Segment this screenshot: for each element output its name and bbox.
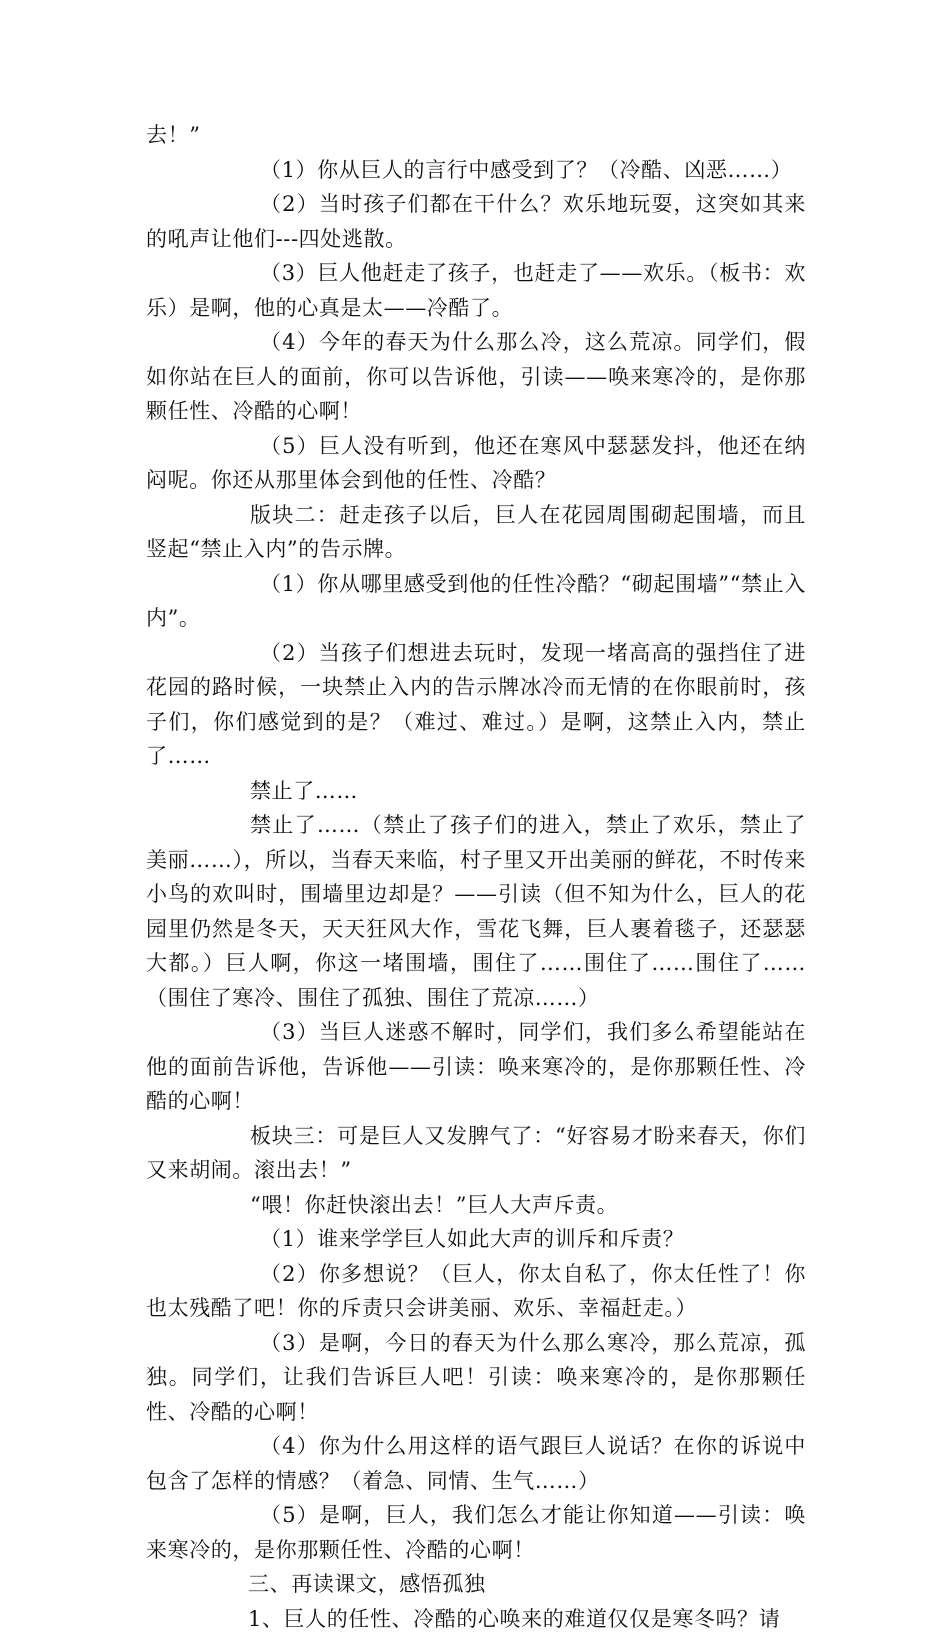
section-heading: 三、再读课文，感悟孤独 (146, 1567, 806, 1602)
paragraph: 禁止了…… (146, 774, 806, 809)
paragraph: （3）巨人他赶走了孩子，也赶走了——欢乐。（板书：欢乐）是啊，他的心真是太——冷酷了。 (146, 256, 806, 325)
document-body (146, 118, 806, 1636)
section-heading: 板块三：可是巨人又发脾气了：“好容易才盼来春天，你们又来胡闹。滚出去！” (146, 1119, 806, 1188)
paragraph: “喂！你赶快滚出去！”巨人大声斥责。 (146, 1188, 806, 1223)
paragraph: （1）谁来学学巨人如此大声的训斥和斥责？ (146, 1222, 806, 1257)
paragraph: 去！” (146, 118, 806, 153)
paragraph: （5）巨人没有听到，他还在寒风中瑟瑟发抖，他还在纳闷呢。你还从那里体会到他的任性、冷酷？ (146, 429, 806, 498)
paragraph: （1）你从巨人的言行中感受到了？（冷酷、凶恶……） (146, 153, 806, 188)
paragraph: （2）当孩子们想进去玩时，发现一堵高高的强挡住了进花园的路时候，一块禁止入内的告示牌冰冷而无情的在你眼前时，孩子们，你们感觉到的是？（难过、难过。）是啊，这禁止入内，禁止了…… (146, 636, 806, 774)
paragraph: （2）你多想说？（巨人，你太自私了，你太任性了！你也太残酷了吧！你的斥责只会讲美丽、欢乐、幸福赶走。） (146, 1257, 806, 1326)
paragraph: （3）是啊，今日的春天为什么那么寒冷，那么荒凉，孤独。同学们，让我们告诉巨人吧！引读：唤来寒冷的，是你那颗任性、冷酷的心啊！ (146, 1326, 806, 1430)
paragraph: 1、巨人的任性、冷酷的心唤来的难道仅仅是寒冬吗？请 (146, 1602, 806, 1636)
paragraph: （1）你从哪里感受到他的任性冷酷？“砌起围墙”“禁止入内”。 (146, 567, 806, 636)
paragraph: （4）你为什么用这样的语气跟巨人说话？在你的诉说中包含了怎样的情感？（着急、同情、生气……） (146, 1429, 806, 1498)
paragraph: （4）今年的春天为什么那么冷，这么荒凉。同学们，假如你站在巨人的面前，你可以告诉他，引读——唤来寒冷的，是你那颗任性、冷酷的心啊！ (146, 325, 806, 429)
paragraph: （5）是啊，巨人，我们怎么才能让你知道——引读：唤来寒冷的，是你那颗任性、冷酷的心啊！ (146, 1498, 806, 1567)
paragraph: （2）当时孩子们都在干什么？欢乐地玩耍，这突如其来的吼声让他们---四处逃散。 (146, 187, 806, 256)
paragraph: （3）当巨人迷惑不解时，同学们，我们多么希望能站在他的面前告诉他，告诉他——引读：唤来寒冷的，是你那颗任性、冷酷的心啊！ (146, 1015, 806, 1119)
paragraph: 禁止了……（禁止了孩子们的进入，禁止了欢乐，禁止了美丽……），所以，当春天来临，村子里又开出美丽的鲜花，不时传来小鸟的欢叫时，围墙里边却是？——引读（但不知为什么，巨人的花园里仍然是冬天，天天狂风大作，雪花飞舞，巨人裹着毯子，还瑟瑟大都。）巨人啊，你这一堵围墙，围住了……围住了……围住了……（围住了寒冷、围住了孤独、围住了荒凉……） (146, 808, 806, 1015)
section-heading: 版块二：赶走孩子以后，巨人在花园周围砌起围墙，而且竖起“禁止入内”的告示牌。 (146, 498, 806, 567)
